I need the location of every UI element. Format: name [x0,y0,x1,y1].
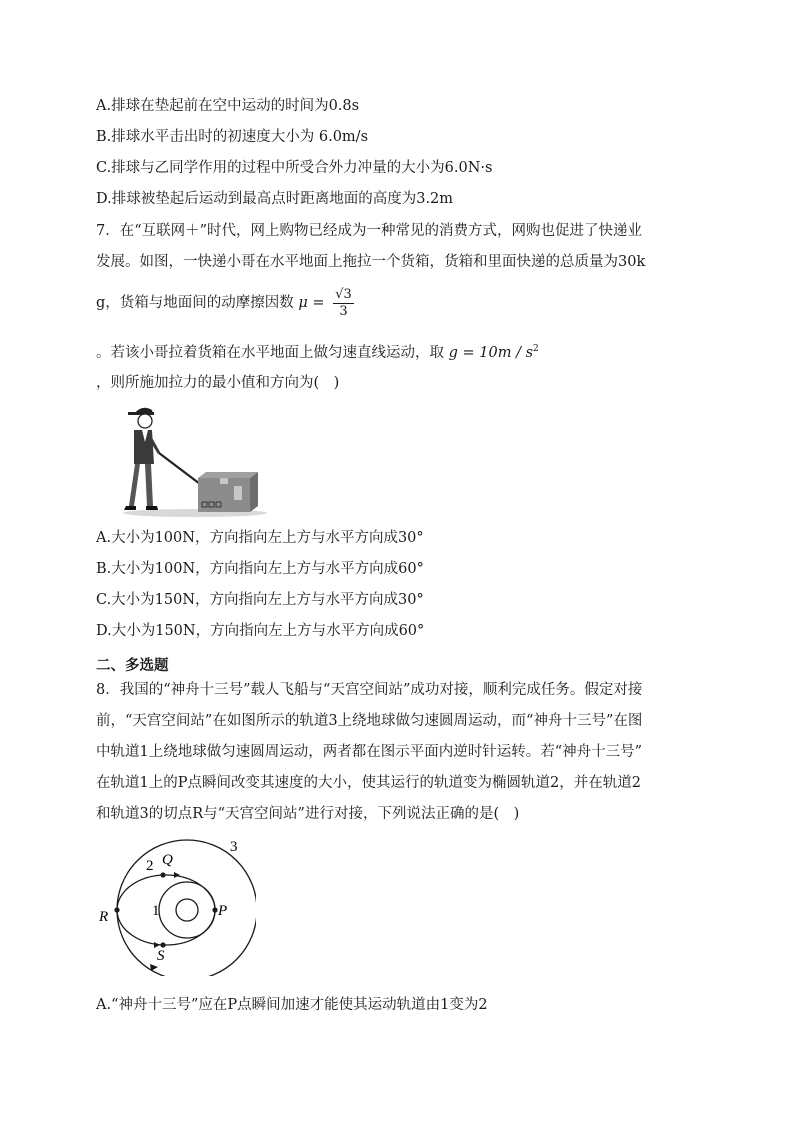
label-r: R [99,909,109,925]
point-r [114,907,119,912]
q8-stem-line3: 中轨道1上绕地球做匀速圆周运动，两者都在图示平面内逆时针运转。若“神舟十三号” [96,744,643,760]
point-s [160,942,165,947]
q6-option-a: A.排球在垫起前在空中运动的时间为0.8s [96,98,360,114]
box-top [198,472,258,478]
q7-stem-line1: 7．在“互联网＋”时代，网上购物已经成为一种常见的消费方式，网购也促进了快递业 [96,223,643,239]
label-p: P [218,903,228,919]
gravity-expression: g = 10m / s [448,344,534,361]
fraction-numerator: √3 [335,286,352,302]
label-orbit-2: 2 [146,858,154,874]
q6-option-d: D.排球被垫起后运动到最高点时距离地面的高度为3.2m [96,191,454,207]
q7-friction-text: g，货箱与地面间的动摩擦因数 [96,295,294,311]
head [138,414,152,428]
q7-stem-line5: ，则所施加拉力的最小值和方向为( ) [96,375,340,391]
q7-option-b: B.大小为100N，方向指向左上方与水平方向成60° [96,561,424,577]
right-leg [145,464,153,506]
point-q [160,872,165,877]
q8-stem-line4: 在轨道1上的P点瞬间改变其速度的大小，使其运行的轨道变为椭圆轨道2，并在轨道2 [96,775,641,791]
courier-pulling-box-figure [120,402,270,520]
orbit-1 [159,882,215,938]
q8-stem-line2: 前，“天宫空间站”在如图所示的轨道3上绕地球做匀速圆周运动，而“神舟十三号”在图 [96,713,643,729]
q7-stem-line2: 发展。如图，一快递小哥在水平地面上拖拉一个货箱，货箱和里面快递的总质量为30k [96,254,646,270]
mu-fraction [333,287,354,320]
q7-option-c: C.大小为150N，方向指向左上方与水平方向成30° [96,592,424,608]
q7-stem-line3 [96,286,354,320]
label-s: S [157,948,165,964]
gravity-exponent: 2 [533,344,539,354]
orbit-3 [117,840,256,976]
q7-condition-text: 。若该小哥拉着货箱在水平地面上做匀速直线运动，取 [96,344,444,361]
q7-option-a: A.大小为100N，方向指向左上方与水平方向成30° [96,530,424,546]
label-orbit-3: 3 [230,839,238,855]
label-orbit-1: 1 [152,903,160,919]
q6-option-c: C.排球与乙同学作用的过程中所受合外力冲量的大小为6.0N·s [96,160,493,176]
mu-symbol: μ = [298,295,325,311]
q6-option-b: B.排球水平击出时的初速度大小为 6.0m/s [96,129,369,145]
q7-stem-line4 [96,339,539,363]
left-leg [129,464,140,506]
arrow-icon [174,872,180,878]
q8-stem-line5: 和轨道3的切点R与“天宫空间站”进行对接，下列说法正确的是( ) [96,806,520,822]
q8-stem-line1: 8．我国的“神舟十三号”载人飞船与“天宫空间站”成功对接，顺利完成任务。假定对接 [96,682,643,698]
fraction-denominator: 3 [339,303,348,319]
point-p [212,907,217,912]
label-q: Q [162,852,173,868]
section-title-multiple-choice: 二、多选题 [96,658,169,674]
earth-icon [176,899,198,921]
q8-option-a: A.“神舟十三号”应在P点瞬间加速才能使其运动轨道由1变为2 [96,997,488,1013]
box-side [250,472,258,512]
pull-rope [159,453,204,487]
arrow-icon [150,964,158,971]
q7-option-d: D.大小为150N，方向指向左上方与水平方向成60° [96,623,425,639]
orbit-diagram [96,834,256,976]
